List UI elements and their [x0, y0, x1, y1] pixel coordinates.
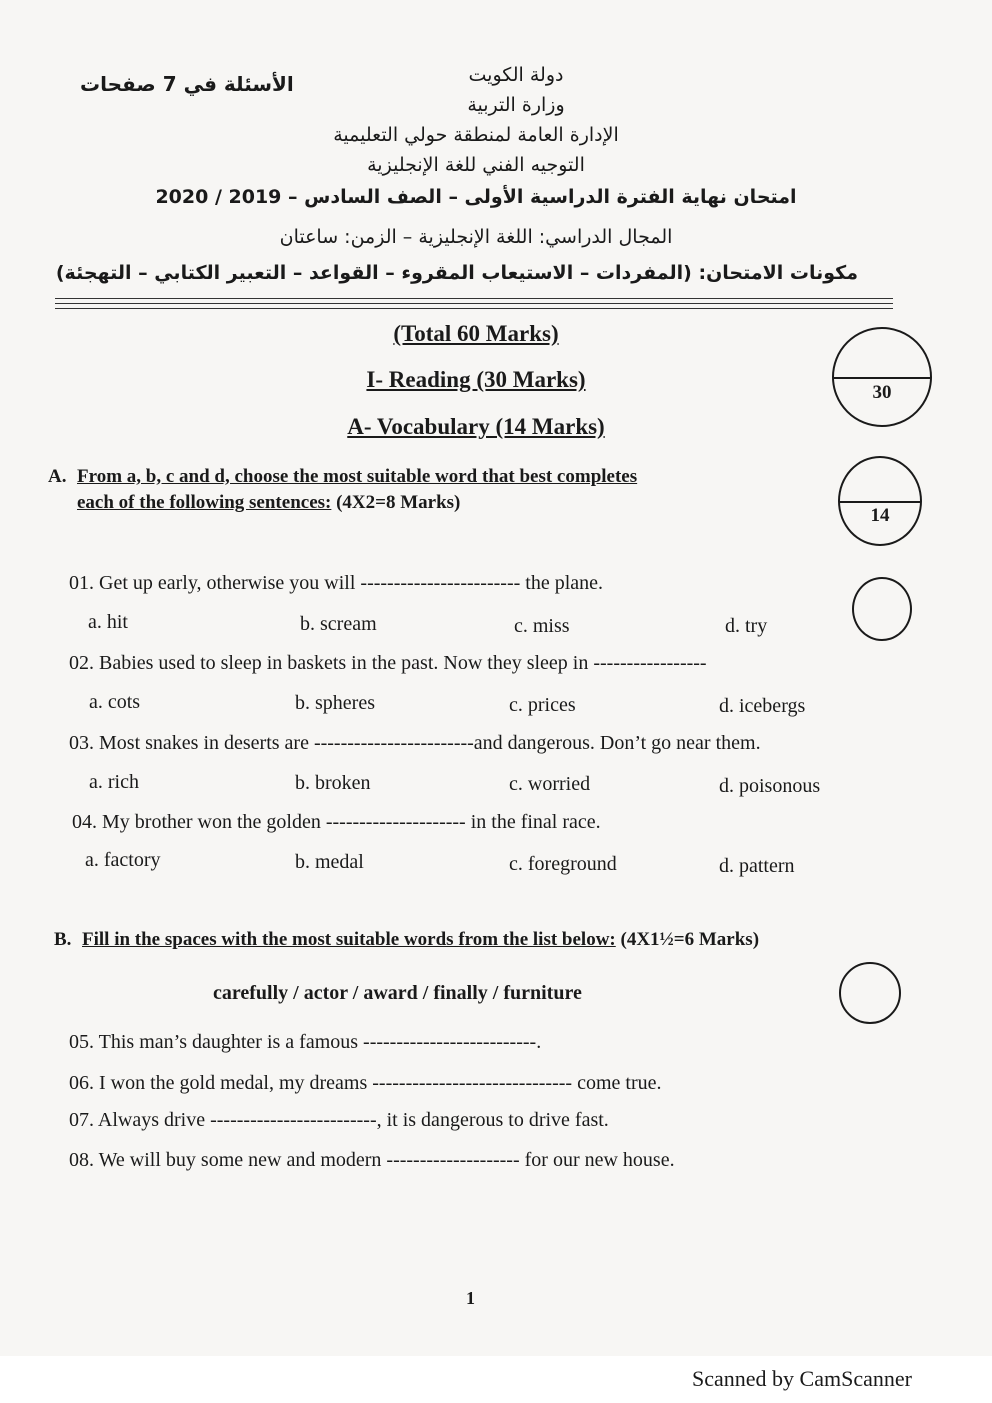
header-department: التوجيه الفني للغة الإنجليزية: [367, 154, 585, 176]
header-ministry: وزارة التربية: [467, 94, 565, 116]
question-number: 07.: [69, 1109, 94, 1131]
option-c: c. prices: [509, 694, 576, 716]
question-number: 08.: [69, 1149, 94, 1171]
score-circle-b: [839, 962, 901, 1024]
option-a: a. cots: [89, 691, 141, 713]
question-05: [69, 1031, 541, 1054]
vocabulary-mark: 14: [870, 505, 890, 527]
header-district: الإدارة العامة لمنطقة حولي التعليمية: [333, 124, 619, 146]
question-number: 04.: [72, 811, 97, 833]
divider: [55, 308, 893, 309]
question-08: [69, 1149, 675, 1172]
header-subject: المجال الدراسي: اللغة الإنجليزية – الزمن: ساعتان: [279, 226, 673, 248]
option-a: a. factory: [85, 849, 161, 871]
option-a: a. hit: [88, 611, 128, 633]
section-a-letter: A.: [48, 466, 67, 487]
option-b: b. scream: [300, 613, 377, 635]
section-a-marks: (4X2=8 Marks): [336, 492, 461, 513]
header-country: دولة الكويت: [468, 64, 564, 86]
question-07: [69, 1109, 609, 1132]
word-list: carefully / actor / award / finally / furniture: [213, 982, 582, 1004]
option-d: d. pattern: [719, 855, 795, 877]
option-b: b. spheres: [295, 692, 375, 714]
reading-mark: 30: [872, 381, 892, 403]
question-text: We will buy some new and modern -------------------- for our new house.: [98, 1149, 675, 1171]
page-number: 1: [466, 1288, 475, 1308]
option-b: b. medal: [295, 851, 364, 873]
question-text: Get up early, otherwise you will ------------------------ the plane.: [99, 572, 604, 594]
question-text: Babies used to sleep in baskets in the past. Now they sleep in -----------------: [99, 652, 707, 674]
total-marks-title: (Total 60 Marks): [393, 321, 559, 346]
option-d: d. try: [725, 615, 768, 637]
vocabulary-mark-box: [838, 456, 922, 546]
vocabulary-title: A- Vocabulary (14 Marks): [347, 414, 605, 439]
option-c: c. foreground: [509, 853, 617, 875]
divider: [55, 298, 893, 299]
section-b-instruction: [82, 929, 759, 951]
question-number: 05.: [69, 1031, 94, 1053]
question-number: 06.: [69, 1072, 94, 1094]
reading-title: I- Reading (30 Marks): [366, 367, 586, 392]
question-text: Most snakes in deserts are ------------------------and dangerous. Don’t go near them.: [99, 732, 761, 754]
pages-note: الأسئلة في 7 صفحات: [80, 72, 294, 96]
question-06: [69, 1072, 661, 1095]
option-d: d. icebergs: [719, 695, 806, 717]
header-components: مكونات الامتحان: (المفردات – الاستيعاب المقروء – القواعد – التعبير الكتابي – التهجئة): [55, 262, 858, 284]
scanner-watermark: Scanned by CamScanner: [692, 1366, 912, 1391]
score-circle-a: [852, 577, 912, 641]
question-text: This man’s daughter is a famous --------------------------.: [98, 1031, 542, 1053]
question-text: Always drive -------------------------, it is dangerous to drive fast.: [97, 1109, 609, 1131]
question-number: 01.: [69, 572, 94, 594]
option-c: c. miss: [514, 615, 570, 637]
reading-mark-box: [832, 327, 932, 427]
instruction-text: Fill in the spaces with the most suitable words from the list below:: [82, 929, 616, 950]
option-b: b. broken: [295, 772, 371, 794]
option-a: a. rich: [89, 771, 139, 793]
section-b-letter: B.: [54, 929, 72, 950]
section-a-instruction-1: From a, b, c and d, choose the most suitable word that best completes: [77, 466, 638, 487]
divider: [55, 303, 893, 304]
instruction-text: each of the following sentences:: [77, 492, 332, 513]
question-number: 02.: [69, 652, 94, 674]
header-exam: امتحان نهاية الفترة الدراسية الأولى – الصف السادس – 2019 / 2020: [155, 186, 797, 208]
option-d: d. poisonous: [719, 775, 821, 797]
question-text: I won the gold medal, my dreams ------------------------------ come true.: [99, 1072, 662, 1094]
question-text: My brother won the golden --------------------- in the final race.: [102, 811, 601, 833]
question-number: 03.: [69, 732, 94, 754]
option-c: c. worried: [509, 773, 591, 795]
section-b-marks: (4X1½=6 Marks): [620, 929, 760, 950]
section-a-instruction-2: [77, 492, 460, 514]
